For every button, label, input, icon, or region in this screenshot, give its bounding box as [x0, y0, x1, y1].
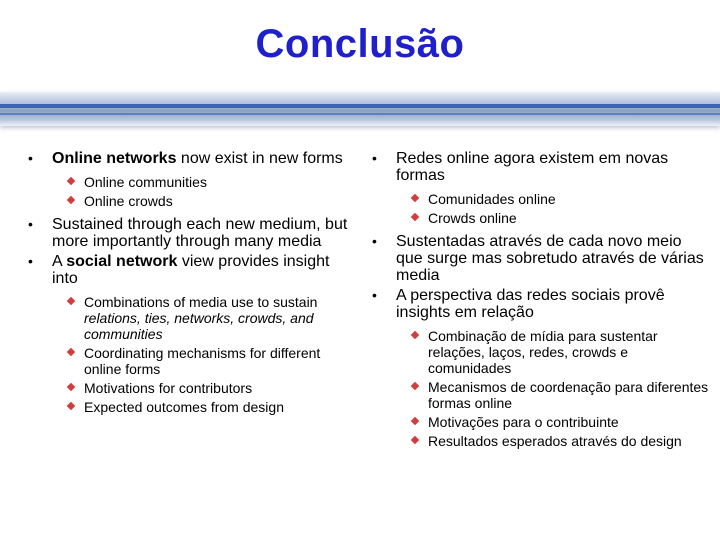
header-bar-line-2 — [0, 113, 720, 115]
sub-bullet-text: Comunidades online — [428, 191, 556, 207]
sub-bullet-marker — [411, 382, 419, 390]
bullet-online-networks — [28, 150, 348, 167]
right-column — [372, 150, 712, 452]
sub-bullet-text: Mecanismos de coordenação para diferentes formas online — [428, 379, 709, 411]
sub-bullet — [372, 433, 712, 449]
sub-bullet-text: Online crowds — [84, 193, 173, 209]
bullet-dot: • — [372, 287, 377, 303]
sub-bullet-text: Motivations for contributors — [84, 380, 253, 396]
sub-bullet — [28, 193, 348, 209]
bullet-dot: • — [28, 216, 33, 232]
sub-bullet-marker — [411, 436, 419, 444]
sub-bullet-text: Combinação de mídia para sustentar relações, laços, redes, crowds e comunidades — [428, 328, 658, 376]
bullet-text: A — [52, 253, 67, 270]
bullet-dot: • — [372, 233, 377, 249]
bullet-perspectiva — [372, 287, 712, 321]
bullet-dot: • — [28, 150, 33, 166]
sub-bullet-text: Expected outcomes from design — [84, 399, 284, 415]
bullet-text: view provides insight into — [52, 253, 330, 287]
slide-title: Conclusão — [255, 22, 465, 66]
sub-bullet-marker — [67, 402, 75, 410]
sub-bullet — [372, 210, 712, 226]
sub-bullet-marker — [411, 417, 419, 425]
sub-bullet-text: Online communities — [84, 174, 207, 190]
bullet-bold-text: social network — [66, 253, 178, 270]
sub-bullet — [372, 328, 712, 376]
sub-bullet-text: Resultados esperados através do design — [428, 433, 682, 449]
sub-bullet — [372, 379, 712, 411]
sub-bullet-marker — [411, 331, 419, 339]
bullet-text: A perspectiva das redes sociais provê insights em relação — [396, 287, 665, 321]
bullet-dot: • — [28, 253, 33, 269]
sub-bullet-text: Crowds online — [428, 210, 517, 226]
bullet-text: Sustentadas através de cada novo meio que surge mas sobretudo através de várias media — [396, 233, 704, 284]
bullet-text: Redes online agora existem em novas formas — [396, 150, 669, 184]
sub-bullet — [28, 345, 348, 377]
sub-bullet-marker — [67, 196, 75, 204]
bullet-dot: • — [372, 150, 377, 166]
sub-bullet-text: Coordinating mechanisms for different online forms — [84, 345, 321, 377]
bullet-sustained — [28, 216, 348, 250]
sub-bullet-marker — [411, 194, 419, 202]
bullet-text: Sustained through each new medium, but more importantly through many media — [52, 216, 348, 250]
bullet-social-network-view — [28, 253, 348, 287]
sub-bullet-text: Combinations of media use to sustain — [84, 294, 318, 310]
bullet-sustentadas — [372, 233, 712, 284]
sub-bullet-marker — [411, 213, 419, 221]
sub-bullet — [28, 294, 348, 342]
sub-bullet-marker — [67, 383, 75, 391]
sub-bullet-marker — [67, 177, 75, 185]
sub-bullet-italic-text: relations, ties, networks, crowds, and communities — [84, 310, 314, 342]
sub-bullet — [28, 380, 348, 396]
sub-bullet-marker — [67, 297, 75, 305]
sub-bullet-text: Motivações para o contribuinte — [428, 414, 619, 430]
left-column — [28, 150, 348, 418]
sub-bullet — [28, 399, 348, 415]
header-bar-line — [0, 104, 720, 108]
bullet-bold-text: Online networks — [52, 150, 177, 167]
sub-bullet — [28, 174, 348, 190]
bullet-redes-online — [372, 150, 712, 184]
header-bar — [0, 92, 720, 126]
sub-bullet-marker — [67, 348, 75, 356]
sub-bullet — [372, 191, 712, 207]
sub-bullet — [372, 414, 712, 430]
bullet-text: now exist in new forms — [176, 150, 343, 167]
